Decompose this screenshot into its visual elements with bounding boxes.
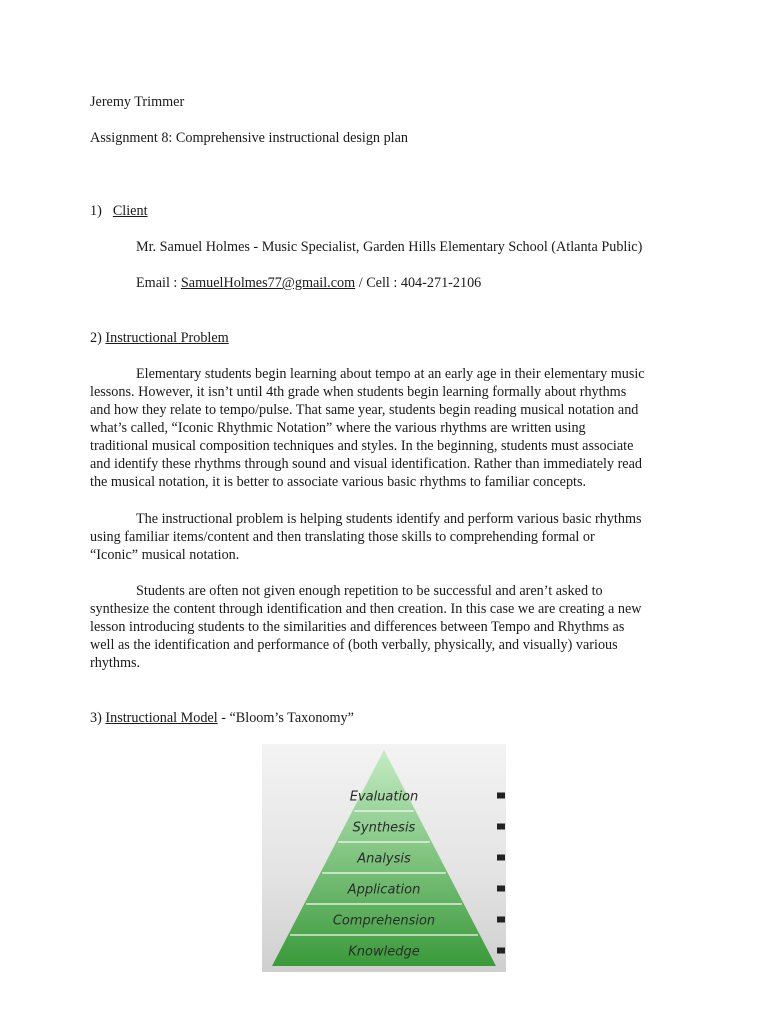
client-contact-line <box>136 274 481 292</box>
paragraph-line: and identify these rhythms through sound and visual identification. Rather than immediately read <box>90 456 642 472</box>
paragraph-line: rhythms. <box>90 655 141 671</box>
section-number: 1) <box>90 203 102 219</box>
section-number: 2) <box>90 330 106 346</box>
paragraph-line: Elementary students begin learning about tempo at an early age in their elementary music <box>136 366 645 382</box>
level-marker <box>497 824 505 830</box>
paragraph-line: “Iconic” musical notation. <box>90 547 240 563</box>
author-name: Jeremy Trimmer <box>90 94 185 110</box>
problem-heading: Instructional Problem <box>105 330 229 346</box>
paragraph-line: lesson introducing students to the similarities and differences between Tempo and Rhythms as <box>90 619 625 635</box>
paragraph-line: traditional musical composition techniques and styles. In the beginning, students must associate <box>90 438 634 454</box>
paragraph-line: synthesize the content through identification and then creation. In this case we are creating a new <box>90 601 642 617</box>
level-marker <box>497 886 505 892</box>
model-heading: Instructional Model <box>105 710 218 726</box>
level-analysis: Analysis <box>357 851 411 867</box>
client-heading-line <box>90 202 148 220</box>
level-application: Application <box>347 882 421 898</box>
blooms-taxonomy-pyramid <box>262 744 506 972</box>
section-number: 3) <box>90 710 106 726</box>
pyramid-graphic <box>262 744 506 972</box>
level-comprehension: Comprehension <box>332 913 436 929</box>
paragraph-line: using familiar items/content and then translating those skills to comprehending formal or <box>90 529 595 545</box>
client-name-line: Mr. Samuel Holmes - Music Specialist, Garden Hills Elementary School (Atlanta Public) <box>136 239 643 255</box>
level-knowledge: Knowledge <box>348 944 420 960</box>
level-marker <box>497 855 505 861</box>
level-evaluation: Evaluation <box>349 789 419 805</box>
paragraph-line: what’s called, “Iconic Rhythmic Notation” where the various rhythms are written using <box>90 420 586 436</box>
email-link[interactable]: SamuelHolmes77@gmail.com <box>180 275 356 291</box>
assignment-title: Assignment 8: Comprehensive instructional design plan <box>90 130 408 146</box>
cell-text: / Cell : 404-271-2106 <box>355 275 482 291</box>
paragraph-line: well as the identification and performance of (both verbally, physically, and visually) various <box>90 637 618 653</box>
level-marker <box>497 793 505 799</box>
model-suffix: - “Bloom’s Taxonomy” <box>217 710 354 726</box>
email-label: Email : <box>136 275 181 291</box>
level-marker <box>497 948 505 954</box>
paragraph-line: lessons. However, it isn’t until 4th grade when students begin learning formally about rhythms <box>90 384 627 400</box>
problem-heading-line <box>90 329 229 347</box>
paragraph-line: and how they relate to tempo/pulse. That same year, students begin reading musical notation and <box>90 402 639 418</box>
paragraph-line: the musical notation, it is better to associate various basic rhythms to familiar concepts. <box>90 474 587 490</box>
level-marker <box>497 917 505 923</box>
model-heading-line <box>90 709 354 727</box>
paragraph-line: The instructional problem is helping students identify and perform various basic rhythms <box>136 511 642 527</box>
client-heading: Client <box>112 203 148 219</box>
level-synthesis: Synthesis <box>352 820 416 836</box>
paragraph-line: Students are often not given enough repetition to be successful and aren’t asked to <box>136 583 603 599</box>
